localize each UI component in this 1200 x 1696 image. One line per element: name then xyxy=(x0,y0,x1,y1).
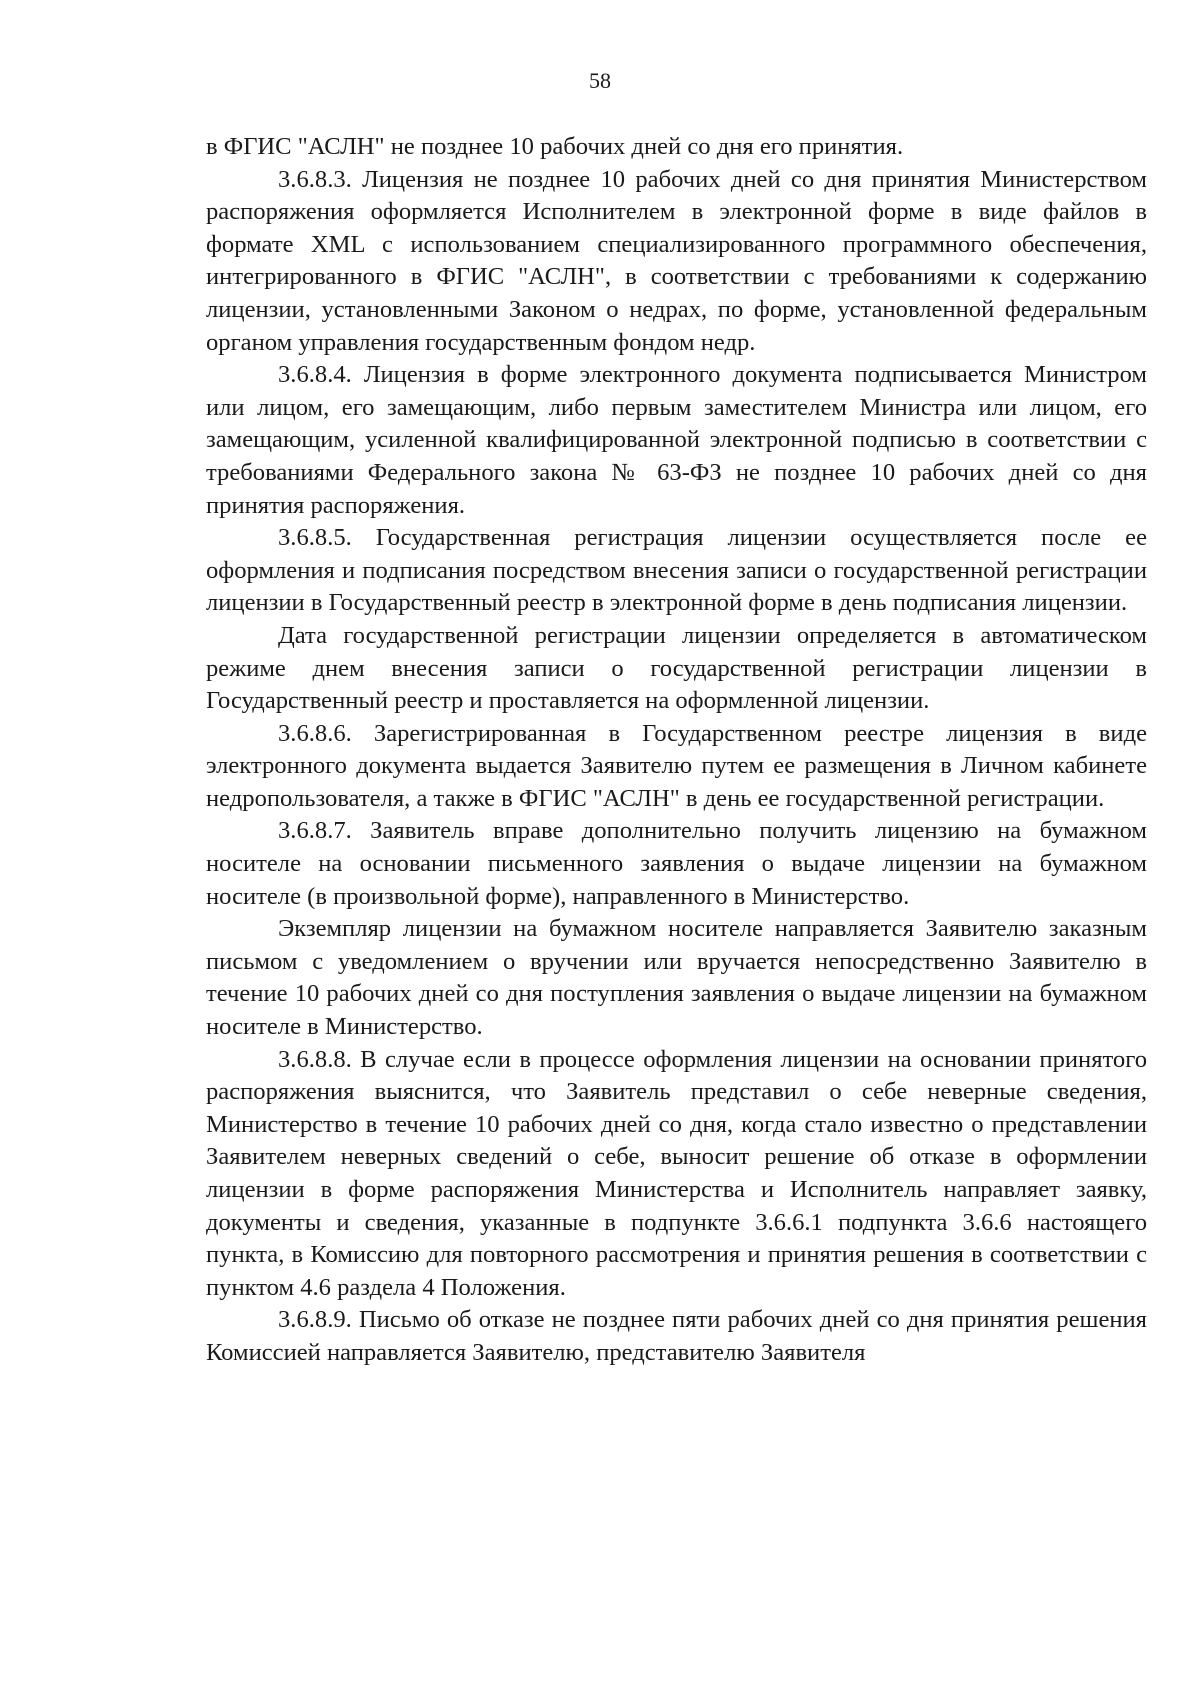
document-body xyxy=(206,131,1147,1370)
paragraph-registration-date: Дата государственной регистрации лицензии определяется в автоматическом режиме днем внесения записи о государственной регистрации лицензии в Государственный реестр и проставляется на оформленной лицензии. xyxy=(206,621,1147,715)
paragraph-paper-copy: Экземпляр лицензии на бумажном носителе направляется Заявителю заказным письмом с уведомлением о вручении или вручается непосредственно Заявителю в течение 10 рабочих дней со дня поступления заявления о выдаче лицензии на бумажном носителе в Министерство. xyxy=(206,915,1147,1041)
paragraph-3-6-8-9: 3.6.8.9. Письмо об отказе не позднее пяти рабочих дней со дня принятия решения Комиссией направляется Заявителю, представителю Заявителя xyxy=(206,1306,1147,1366)
paragraph-3-6-8-5: 3.6.8.5. Государственная регистрация лицензии осуществляется после ее оформления и подписания посредством внесения записи о государственной регистрации лицензии в Государственный реестр в электронной форме в день подписания лицензии. xyxy=(206,524,1147,617)
page-number: 58 xyxy=(589,68,611,93)
paragraph-continuation: в ФГИС "АСЛН" не позднее 10 рабочих дней со дня его принятия. xyxy=(206,133,904,160)
paragraph-3-6-8-6: 3.6.8.6. Зарегистрированная в Государственном реестре лицензия в виде электронного документа выдается Заявителю путем ее размещения в Личном кабинете недропользователя, а также в ФГИС "АСЛН" в день ее государственной регистрации. xyxy=(206,719,1147,812)
paragraph-3-6-8-7: 3.6.8.7. Заявитель вправе дополнительно получить лицензию на бумажном носителе на основании письменного заявления о выдаче лицензии на бумажном носителе (в произвольной форме), направленного в Министерство. xyxy=(206,817,1147,910)
paragraph-3-6-8-4: 3.6.8.4. Лицензия в форме электронного документа подписывается Министром или лицом, его замещающим, либо первым заместителем Министра или лицом, его замещающим, усиленной квалифицированной электронной подписью в соответствии с требованиями Федерального закона № 63-ФЗ не позднее 10 рабочих дней со дня принятия распоряжения. xyxy=(206,361,1147,519)
paragraph-3-6-8-3: 3.6.8.3. Лицензия не позднее 10 рабочих дней со дня принятия Министерством распоряжения оформляется Исполнителем в электронной форме в виде файлов в формате XML с использованием специализированного программного обеспечения, интегрированного в ФГИС "АСЛН", в соответствии с требованиями к содержанию лицензии, установленными Законом о недрах, по форме, установленной федеральным органом управления государственным фондом недр. xyxy=(206,165,1147,356)
paragraph-3-6-8-8: 3.6.8.8. В случае если в процессе оформления лицензии на основании принятого распоряжения выяснится, что Заявитель представил о себе неверные сведения, Министерство в течение 10 рабочих дней со дня, когда стало известно о представлении Заявителем неверных сведений о себе, выносит решение об отказе в оформлении лицензии в форме распоряжения Министерства и Исполнитель направляет заявку, документы и сведения, указанные в подпункте 3.6.6.1 подпункта 3.6.6 настоящего пункта, в Комиссию для повторного рассмотрения и принятия решения в соответствии с пунктом 4.6 раздела 4 Положения. xyxy=(206,1045,1147,1301)
